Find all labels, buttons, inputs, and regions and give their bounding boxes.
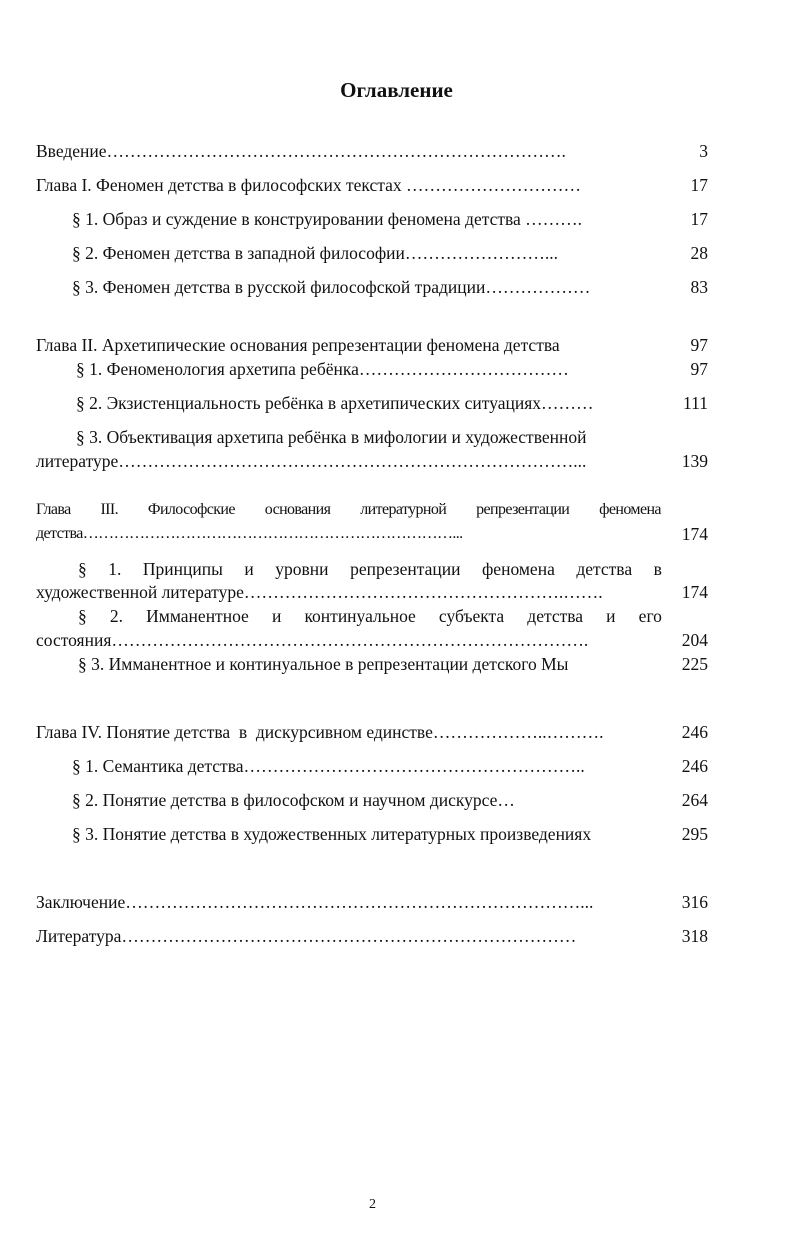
toc-entry-ch2-s2[interactable] — [76, 392, 594, 414]
word: Имманентное — [146, 606, 249, 626]
page-ref: 174 — [681, 582, 708, 602]
word: § — [78, 559, 87, 579]
leader-dots: ……………… — [485, 277, 591, 297]
leader-dots: ……………………………………………….……. — [243, 582, 603, 602]
entry-text: художественной литературе — [36, 582, 244, 602]
toc-entry-ch1-s3[interactable] — [72, 276, 590, 298]
page-ref: 28 — [690, 243, 708, 263]
page-ref: 316 — [681, 892, 708, 912]
leader-dots: ……………………………………………………………………... — [118, 451, 587, 471]
word: репрезентации — [350, 559, 461, 579]
page-ref: 264 — [681, 790, 708, 810]
entry-text: Глава IV. Понятие детства в дискурсивном единстве — [36, 722, 433, 742]
leader-dots: ………………………………………………………………………. — [111, 630, 589, 650]
entry-text: § 3. Понятие детства в художественных литературных произведениях — [72, 824, 592, 844]
toc-entry-ch1-s2[interactable] — [72, 242, 558, 264]
page-ref: 246 — [681, 756, 708, 776]
leader-dots: ………………………………………………………………... — [82, 525, 463, 542]
toc-entry-ch3-s1-line1[interactable] — [78, 558, 662, 580]
page-ref: 97 — [690, 335, 708, 355]
word: Философские — [147, 501, 235, 518]
entry-text: детства — [36, 525, 83, 542]
toc-entry-chapter-3-line1[interactable] — [36, 499, 661, 521]
toc-entry-ch3-s3[interactable] — [78, 653, 568, 675]
toc-entry-intro[interactable] — [36, 140, 566, 162]
word: репрезентации — [476, 501, 570, 518]
word: его — [638, 606, 662, 626]
page-ref: 17 — [690, 209, 708, 229]
toc-entry-ch4-s3[interactable] — [72, 823, 591, 845]
page-ref: 318 — [681, 926, 708, 946]
page-ref: 3 — [699, 141, 708, 161]
entry-text: § 2. Понятие детства в философском и научном дискурсе… — [72, 790, 515, 810]
page-ref: 225 — [681, 654, 708, 674]
page-ref: 204 — [681, 630, 708, 650]
word: Принципы — [142, 559, 223, 579]
page-ref: 83 — [690, 277, 708, 297]
entry-text: § 3. Имманентное и континуальное в репрезентации детского Мы — [78, 654, 569, 674]
word: детства — [576, 559, 633, 579]
page-ref: 97 — [690, 359, 708, 379]
word: и — [244, 559, 254, 579]
word: Глава — [36, 501, 71, 518]
page-ref: 246 — [681, 722, 708, 742]
toc-entry-chapter-3-line2[interactable] — [36, 523, 463, 545]
toc-entry-ch3-s1-line2[interactable] — [36, 581, 603, 603]
entry-text: Введение — [36, 141, 107, 161]
word: уровни — [275, 559, 329, 579]
entry-text: § 1. Феноменология архетипа ребёнка — [76, 359, 359, 379]
word: § — [78, 606, 87, 626]
leader-dots: ………………………………………………….. — [243, 756, 585, 776]
word: 1. — [108, 559, 122, 579]
toc-entry-ch4-s2[interactable] — [72, 789, 515, 811]
leader-dots: ……… — [541, 393, 594, 413]
leader-dots: ………. — [525, 209, 583, 229]
entry-text: литературе — [36, 451, 119, 471]
word: феномена — [599, 501, 661, 518]
toc-entry-ch3-s2-line2[interactable] — [36, 629, 588, 651]
toc-entry-ch1-s1[interactable] — [72, 208, 582, 230]
entry-text: Заключение — [36, 892, 126, 912]
word: субъекта — [438, 606, 505, 626]
toc-entry-ch4-s1[interactable] — [72, 755, 585, 777]
toc-entry-ch2-s3-line2[interactable] — [36, 450, 586, 472]
word: детства — [527, 606, 584, 626]
toc-entry-ch3-s2-line1[interactable] — [78, 605, 662, 627]
page-ref: 295 — [681, 824, 708, 844]
leader-dots: ………………………… — [406, 175, 582, 195]
leader-dots: ………………..………. — [432, 722, 604, 742]
entry-text: § 1. Семантика детства — [72, 756, 244, 776]
page-number: 2 — [369, 1197, 376, 1212]
leader-dots: ……………………... — [404, 243, 559, 263]
word: 2. — [109, 606, 123, 626]
page-title: Оглавление — [340, 78, 453, 102]
toc-entry-chapter-1[interactable] — [36, 174, 581, 196]
toc-entry-chapter-4[interactable] — [36, 721, 603, 743]
leader-dots: ……………………………………………………………………... — [125, 892, 594, 912]
word: основания — [264, 501, 331, 518]
toc-entry-ch2-s1[interactable] — [76, 358, 569, 380]
entry-text: состояния — [36, 630, 112, 650]
entry-text: Литература — [36, 926, 122, 946]
word: литературной — [360, 501, 447, 518]
entry-text: § 3. Объективация архетипа ребёнка в мифологии и художественной — [76, 427, 587, 447]
entry-text: § 1. Образ и суждение в конструировании феномена детства — [72, 209, 521, 229]
entry-text: Глава I. Феномен детства в философских текстах — [36, 175, 402, 195]
word: в — [653, 559, 662, 579]
toc-entry-conclusion[interactable] — [36, 891, 593, 913]
toc-entry-literature[interactable] — [36, 925, 576, 947]
word: и — [271, 606, 282, 626]
page-ref: 139 — [681, 451, 708, 471]
entry-text: § 3. Феномен детства в русской философской традиции — [72, 277, 486, 297]
entry-text: § 2. Экзистенциальность ребёнка в архетипических ситуациях — [76, 393, 542, 413]
word: континуальное — [304, 606, 416, 626]
page-ref: 17 — [690, 175, 708, 195]
toc-entry-chapter-2[interactable] — [36, 334, 560, 356]
page-ref: 174 — [681, 524, 708, 544]
leader-dots: ……………………………………………………………………. — [106, 141, 566, 161]
page-ref: 111 — [683, 393, 708, 413]
leader-dots: …………………………………………………………………… — [121, 926, 577, 946]
leader-dots: ……………………………… — [358, 359, 569, 379]
toc-entry-ch2-s3-line1[interactable] — [76, 426, 586, 448]
word: и — [606, 606, 616, 626]
word: феномена — [481, 559, 555, 579]
entry-text: Глава II. Архетипические основания репрезентации феномена детства — [36, 335, 560, 355]
word: III. — [100, 501, 119, 518]
entry-text: § 2. Феномен детства в западной философии — [72, 243, 405, 263]
